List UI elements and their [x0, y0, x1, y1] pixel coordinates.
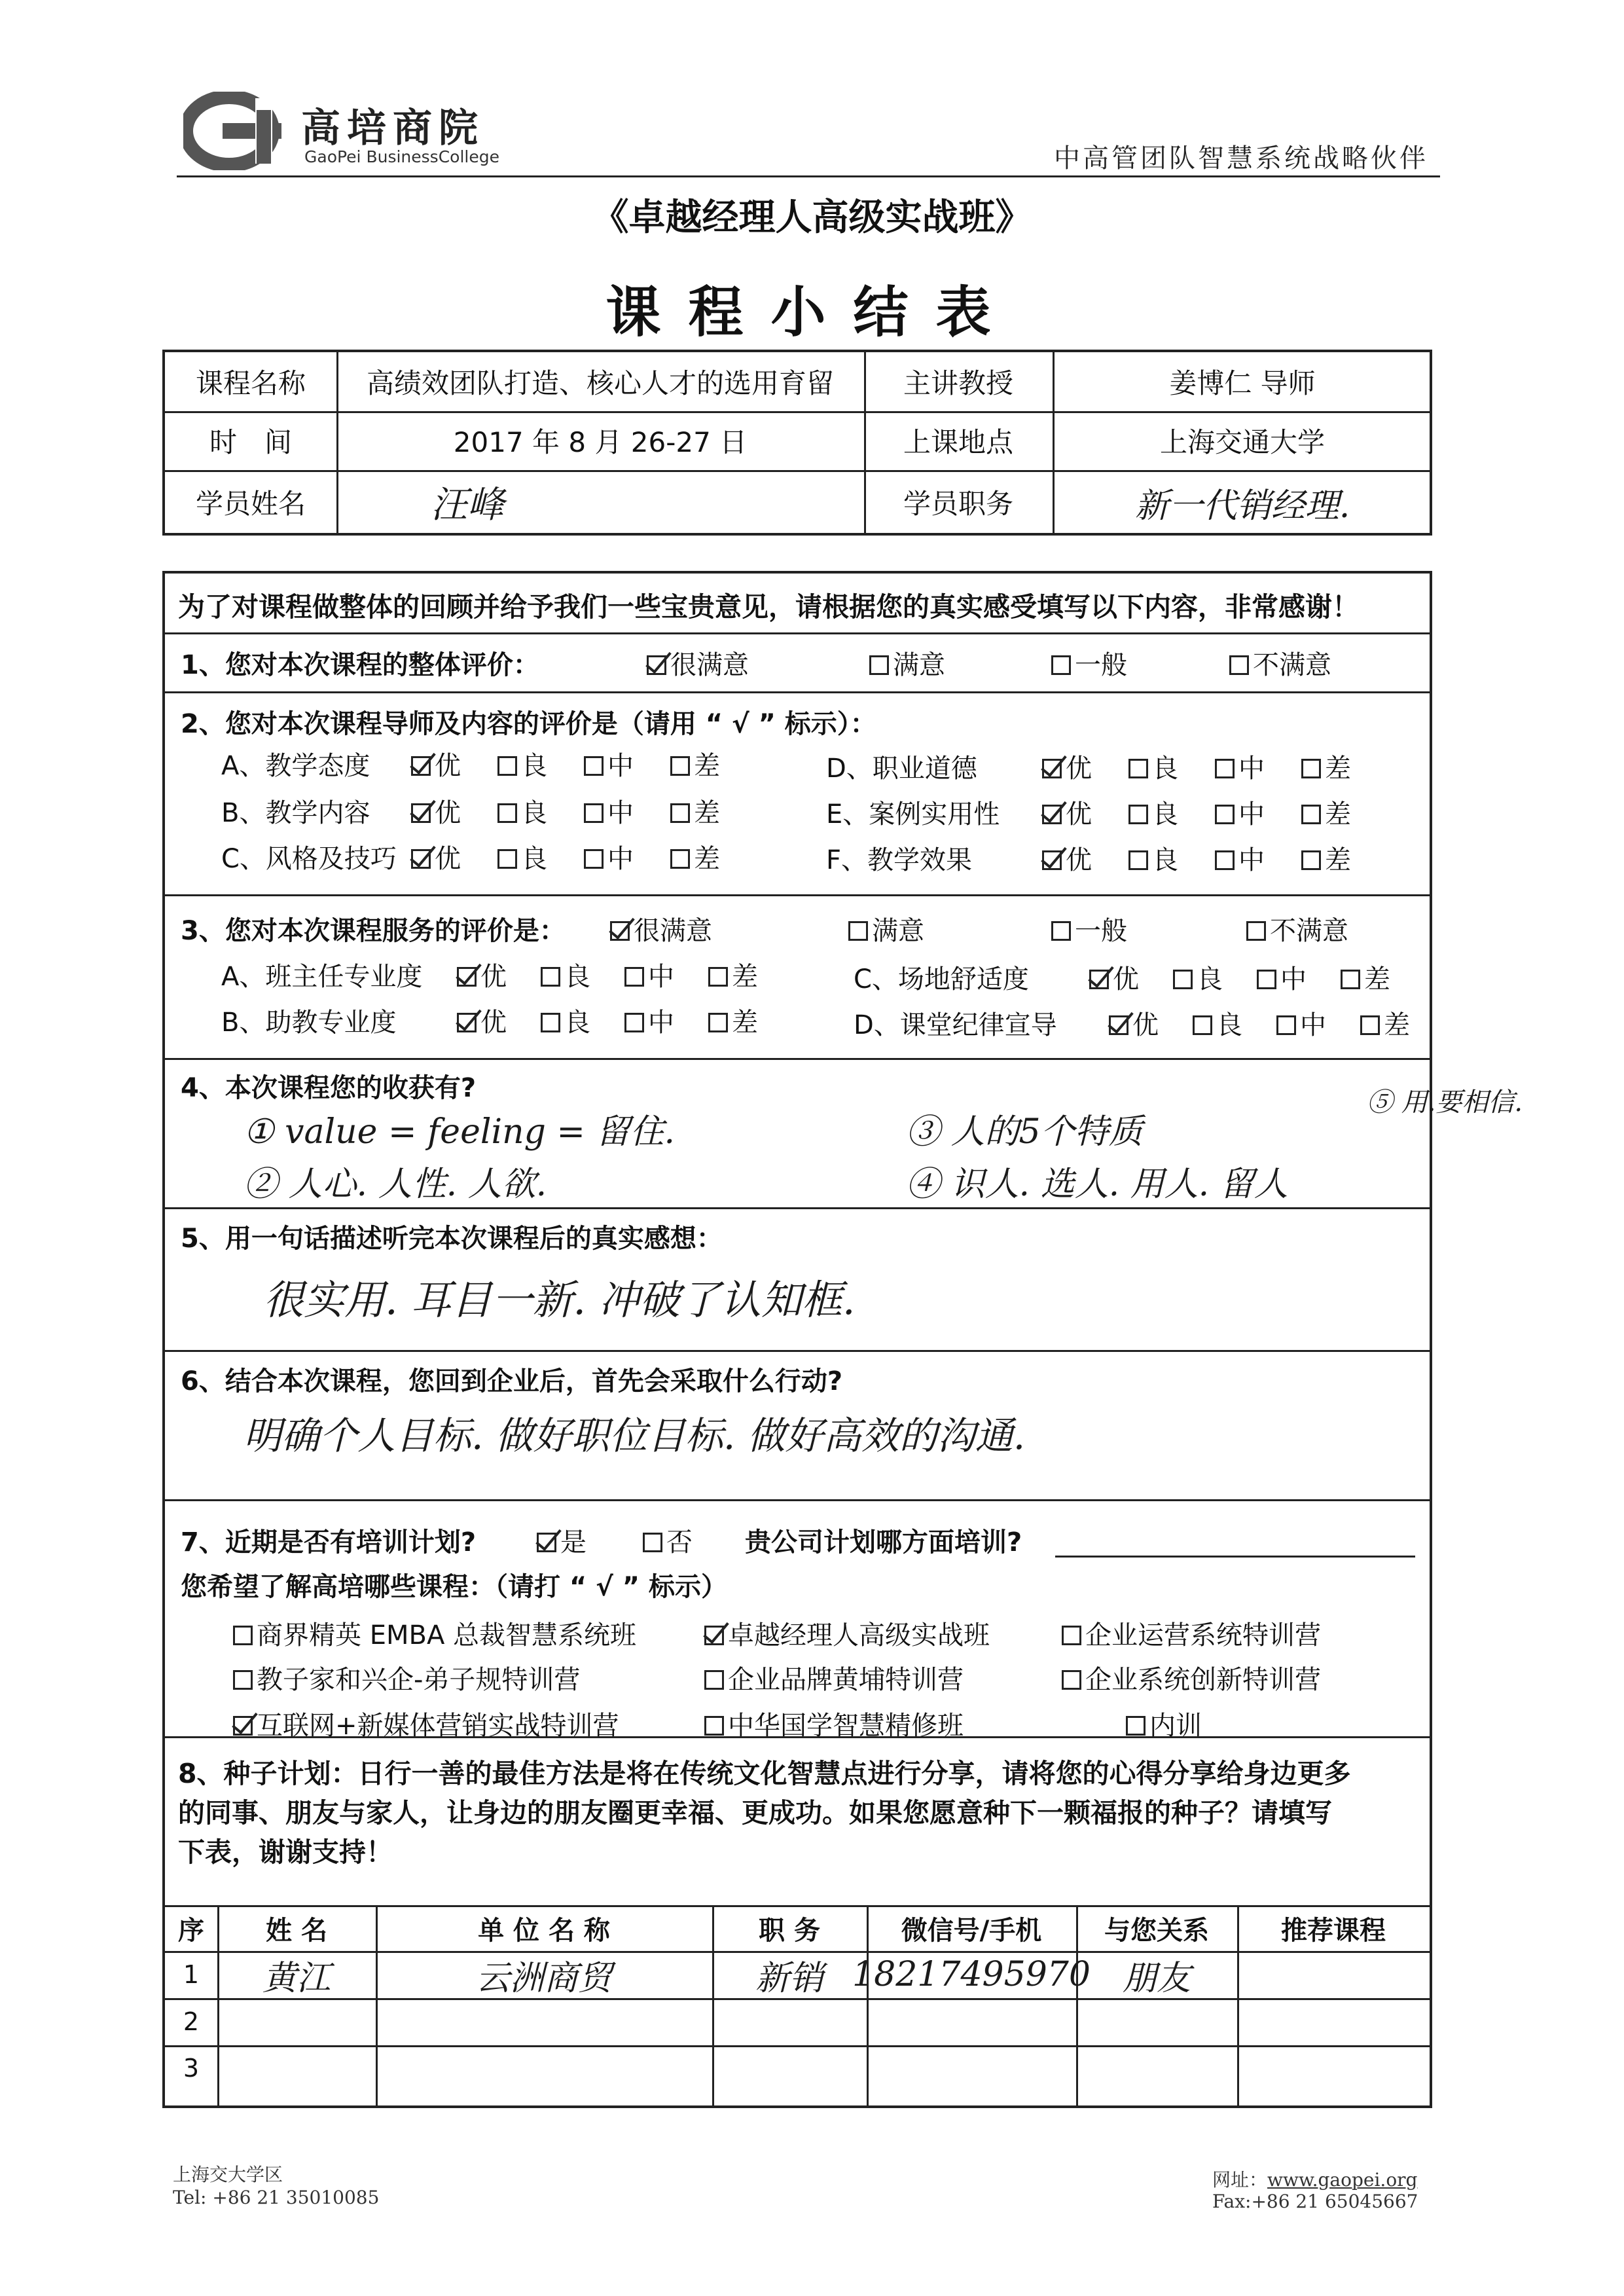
q3-grade-option[interactable]: 优: [457, 1002, 507, 1039]
checkbox-checked[interactable]: [1042, 850, 1062, 870]
intro-text: 为了对课程做整体的回顾并给予我们一些宝贵意见，请根据您的真实感受填写以下内容，非常感谢！: [178, 591, 1359, 623]
seed-table-cell[interactable]: [217, 1998, 376, 2045]
survey-form: [162, 571, 1523, 2108]
seed-table-cell[interactable]: [867, 1998, 1076, 2045]
checkbox[interactable]: [624, 967, 644, 987]
q2-label: 2、您对本次课程导师及内容的评价是（请用 “ √ ” 标示）：: [181, 709, 876, 739]
checkbox[interactable]: [1128, 805, 1148, 824]
checkbox[interactable]: [704, 1670, 724, 1690]
course-title: 《卓越经理人高级实战班》: [592, 196, 1032, 239]
footer-campus: 上海交大学区: [173, 2164, 283, 2185]
q2-grade-option[interactable]: 良: [1128, 839, 1178, 877]
checkbox[interactable]: [670, 756, 690, 776]
student-name-value[interactable]: 汪峰: [431, 484, 504, 526]
course-info-table: [162, 350, 1432, 536]
checkbox[interactable]: [1229, 655, 1249, 675]
q2-grade-option[interactable]: 良: [497, 745, 547, 782]
course-option[interactable]: 中华国学智慧精修班: [704, 1705, 964, 1742]
location-value: 上海交通大学: [1159, 426, 1325, 458]
logo-chinese-name: 高培商院: [301, 105, 484, 151]
q2-grade-option[interactable]: 优: [411, 838, 461, 875]
seed-table-cell[interactable]: [1076, 1998, 1237, 2045]
q2-grade-option[interactable]: 优: [1042, 839, 1092, 877]
q1-option-unsatisfied[interactable]: 不满意: [1229, 644, 1331, 682]
course-option[interactable]: 企业品牌黄埔特训营: [704, 1659, 964, 1696]
checkbox[interactable]: [584, 803, 604, 823]
q3-grade-option[interactable]: 优: [1109, 1004, 1159, 1042]
q2-grade-option[interactable]: 良: [1128, 793, 1178, 831]
seed-table-cell[interactable]: [1237, 2045, 1430, 2091]
course-name-value: 高绩效团队打造、核心人才的选用育留: [366, 367, 834, 399]
q2-grade-option[interactable]: 差: [1301, 793, 1351, 831]
q3-grade-option[interactable]: 良: [541, 1002, 590, 1039]
checkbox[interactable]: [584, 756, 604, 776]
checkbox[interactable]: [1301, 805, 1321, 824]
q3-grade-option[interactable]: 中: [624, 956, 674, 993]
q2-grade-option[interactable]: 优: [1042, 748, 1092, 785]
course-option[interactable]: 互联网+新媒体营销实战特训营: [233, 1705, 619, 1742]
checkbox[interactable]: [497, 849, 517, 869]
q2-grade-option[interactable]: 差: [670, 792, 720, 829]
footer-tel: Tel: +86 21 35010085: [173, 2187, 380, 2208]
q2-row-label: B、教学内容: [221, 798, 370, 828]
checkbox-checked[interactable]: [610, 921, 630, 941]
q5-answer[interactable]: 很实用. 耳目一新. 冲破了认知框.: [263, 1276, 856, 1324]
q4-label: 4、本次课程您的收获有?: [181, 1073, 477, 1103]
q1-option-average[interactable]: 一般: [1051, 644, 1127, 682]
q3-label: 3、您对本次课程服务的评价是：: [181, 916, 566, 946]
q4-answer-4[interactable]: ④ 识人. 选人. 用人. 留人: [906, 1165, 1288, 1204]
location-label: 上课地点: [903, 426, 1013, 458]
q7-yes-option[interactable]: 是: [537, 1522, 586, 1559]
student-position-label: 学员职务: [903, 488, 1013, 520]
q7-label: 7、近期是否有培训计划?: [181, 1527, 477, 1558]
seed-table-header: 姓 名: [266, 1915, 327, 1946]
q2-row-label: A、教学态度: [221, 751, 370, 781]
seed-row-number: 1: [183, 1960, 200, 1989]
q2-grade-option[interactable]: 优: [1042, 793, 1092, 831]
lecturer-value: 姜博仁 导师: [1169, 367, 1316, 399]
q3-grade-option[interactable]: 差: [708, 1002, 758, 1039]
seed-table-cell[interactable]: [867, 2045, 1076, 2091]
q1-label: 1、您对本次课程的整体评价：: [181, 650, 539, 680]
seed-table-header: 与您关系: [1104, 1915, 1209, 1946]
q2-grade-option[interactable]: 差: [670, 838, 720, 875]
checkbox[interactable]: [497, 803, 517, 823]
seed-table-cell[interactable]: [217, 2045, 376, 2091]
footer-fax: Fax:+86 21 65045667: [1212, 2191, 1418, 2212]
checkbox[interactable]: [708, 967, 728, 987]
checkbox[interactable]: [1301, 759, 1321, 778]
student-name-label: 学员姓名: [195, 488, 306, 520]
q3-row-label: B、助教专业度: [221, 1008, 397, 1038]
q2-row-label: D、职业道德: [826, 754, 977, 784]
checkbox[interactable]: [233, 1626, 253, 1645]
checkbox[interactable]: [1062, 1670, 1081, 1690]
seed-table-cell[interactable]: 18217495970: [852, 1955, 1091, 1994]
q1-option-satisfied[interactable]: 满意: [869, 644, 945, 682]
checkbox[interactable]: [643, 1533, 662, 1552]
seed-table-cell[interactable]: 云洲商贸: [475, 1958, 612, 1998]
checkbox[interactable]: [708, 1013, 728, 1032]
q2-grade-option[interactable]: 中: [1215, 748, 1265, 785]
gaopei-logo-icon: [183, 92, 295, 170]
checkbox-checked[interactable]: [647, 655, 666, 675]
seed-table-header: 推荐课程: [1281, 1915, 1386, 1946]
q2-grade-option[interactable]: 良: [497, 838, 547, 875]
q6-answer[interactable]: 明确个人目标. 做好职位目标. 做好高效的沟通.: [244, 1413, 1026, 1458]
q6-label: 6、结合本次课程，您回到企业后，首先会采取什么行动?: [181, 1366, 843, 1396]
seed-table-header: 序: [178, 1915, 204, 1946]
q4-answer-5[interactable]: ⑤ 用.要相信.: [1367, 1087, 1523, 1118]
q7-no-option[interactable]: 否: [643, 1522, 693, 1559]
q3-grade-option[interactable]: 优: [1089, 958, 1139, 996]
checkbox-checked[interactable]: [704, 1626, 724, 1645]
course-option[interactable]: 企业运营系统特训营: [1062, 1614, 1321, 1652]
checkbox[interactable]: [1051, 655, 1071, 675]
seed-referral-table: [165, 1905, 1430, 2105]
checkbox[interactable]: [1215, 850, 1235, 870]
checkbox-checked[interactable]: [457, 967, 477, 987]
q4-answer-2[interactable]: ② 人心. 人性. 人欲.: [244, 1165, 547, 1204]
checkbox[interactable]: [584, 849, 604, 869]
q5-label: 5、用一句话描述听完本次课程后的真实感想：: [181, 1224, 723, 1254]
q2-row-label: E、案例实用性: [826, 799, 1000, 829]
seed-table-cell[interactable]: 朋友: [1122, 1958, 1191, 1998]
q8-line-2: 的同事、朋友与家人，让身边的朋友圈更幸福、更成功。如果您愿意种下一颗福报的种子？请填写: [178, 1797, 1332, 1829]
checkbox[interactable]: [1360, 1015, 1380, 1035]
checkbox[interactable]: [233, 1670, 253, 1690]
seed-table-header: 微信号/手机: [901, 1915, 1042, 1946]
course-option[interactable]: 内训: [1126, 1705, 1202, 1742]
seed-table-cell[interactable]: [712, 2045, 867, 2091]
q3-grade-option[interactable]: 中: [624, 1002, 674, 1039]
course-option[interactable]: 卓越经理人高级实战班: [704, 1614, 990, 1652]
seed-table-cell[interactable]: [376, 1998, 712, 2045]
checkbox-checked[interactable]: [233, 1716, 253, 1736]
course-option[interactable]: 教子家和兴企-弟子规特训营: [233, 1659, 580, 1696]
time-value: 2017 年 8 月 26-27 日: [453, 426, 748, 458]
checkbox[interactable]: [1257, 970, 1276, 989]
checkbox-checked[interactable]: [411, 756, 431, 776]
checkbox[interactable]: [1173, 970, 1193, 989]
checkbox[interactable]: [1215, 759, 1235, 778]
slogan: 中高管团队智慧系统战略伙伴: [1054, 143, 1428, 173]
q8-line-1: 8、种子计划：日行一善的最佳方法是将在传统文化智慧点进行分享，请将您的心得分享给身边更多: [178, 1758, 1351, 1789]
checkbox-checked[interactable]: [1089, 970, 1109, 989]
seed-table-cell[interactable]: [1237, 1998, 1430, 2045]
q2-grade-option[interactable]: 中: [584, 745, 634, 782]
q3-grade-option[interactable]: 良: [541, 956, 590, 993]
q3-row-label: D、课堂纪律宣导: [854, 1010, 1057, 1040]
q4-answer-3[interactable]: ③ 人的5个特质: [906, 1112, 1143, 1152]
q8-line-3: 下表，谢谢支持！: [178, 1836, 393, 1868]
checkbox-checked[interactable]: [1042, 759, 1062, 778]
seed-row-number: 2: [183, 2007, 200, 2036]
seed-table-cell[interactable]: 黄江: [262, 1958, 331, 1998]
checkbox-checked[interactable]: [537, 1533, 556, 1552]
q2-grade-option[interactable]: 差: [670, 745, 720, 782]
q4-answer-1[interactable]: ① value = feeling = 留住.: [244, 1112, 676, 1152]
lecturer-label: 主讲教授: [903, 367, 1013, 399]
q7-which-label: 贵公司计划哪方面培训?: [745, 1527, 1022, 1558]
form-title: 课程小结表: [605, 280, 1019, 344]
q2-grade-option[interactable]: 良: [1128, 748, 1178, 785]
checkbox[interactable]: [1128, 850, 1148, 870]
q3-option-unsatisfied[interactable]: 不满意: [1246, 910, 1348, 947]
checkbox[interactable]: [1126, 1716, 1146, 1736]
q3-option-satisfied[interactable]: 满意: [848, 910, 924, 947]
checkbox-checked[interactable]: [1109, 1015, 1128, 1035]
checkbox[interactable]: [1193, 1015, 1212, 1035]
checkbox[interactable]: [1246, 921, 1266, 941]
checkbox[interactable]: [1276, 1015, 1296, 1035]
checkbox[interactable]: [1128, 759, 1148, 778]
seed-table-cell[interactable]: [712, 1998, 867, 2045]
checkbox[interactable]: [670, 803, 690, 823]
seed-table-cell[interactable]: [376, 2045, 712, 2091]
q7-which-blank[interactable]: [1055, 1556, 1415, 1558]
checkbox[interactable]: [624, 1013, 644, 1032]
q3-grade-option[interactable]: 差: [1360, 1004, 1410, 1042]
checkbox[interactable]: [869, 655, 889, 675]
checkbox[interactable]: [497, 756, 517, 776]
footer-website: [1212, 2166, 1417, 2192]
time-label: 时 间: [209, 426, 292, 458]
q1-option-very-satisfied[interactable]: 很满意: [647, 644, 749, 682]
checkbox-checked[interactable]: [457, 1013, 477, 1032]
q2-grade-option[interactable]: 中: [584, 838, 634, 875]
checkbox[interactable]: [704, 1716, 724, 1736]
seed-table-header: 单 位 名 称: [478, 1915, 610, 1946]
seed-table-cell[interactable]: 新销: [755, 1958, 823, 1998]
checkbox-checked[interactable]: [411, 849, 431, 869]
checkbox[interactable]: [670, 849, 690, 869]
q3-grade-option[interactable]: 良: [1173, 958, 1223, 996]
q3-grade-option[interactable]: 良: [1193, 1004, 1242, 1042]
q2-grade-option[interactable]: 中: [584, 792, 634, 829]
q3-option-very-satisfied[interactable]: 很满意: [610, 910, 712, 947]
q7-wish-label: 您希望了解高培哪些课程：（请打 “ √ ” 标示）: [181, 1572, 727, 1602]
header-divider: [177, 175, 1440, 177]
seed-row-number: 3: [183, 2054, 200, 2083]
checkbox[interactable]: [541, 1013, 560, 1032]
q3-grade-option[interactable]: 优: [457, 956, 507, 993]
student-position-value[interactable]: 新一代销经理.: [1134, 486, 1350, 526]
checkbox[interactable]: [1062, 1626, 1081, 1645]
checkbox-checked[interactable]: [1042, 805, 1062, 824]
q3-option-average[interactable]: 一般: [1051, 910, 1127, 947]
q3-row-label: A、班主任专业度: [221, 962, 423, 992]
q3-grade-option[interactable]: 差: [1341, 958, 1390, 996]
course-option[interactable]: 商界精英 EMBA 总裁智慧系统班: [233, 1614, 636, 1652]
course-name-label: 课程名称: [195, 367, 306, 399]
q2-grade-option[interactable]: 良: [497, 792, 547, 829]
q3-grade-option[interactable]: 差: [708, 956, 758, 993]
checkbox[interactable]: [1301, 850, 1321, 870]
seed-table-cell[interactable]: [1237, 1951, 1430, 1998]
seed-table-header: 职 务: [759, 1915, 820, 1946]
q3-grade-option[interactable]: 中: [1276, 1004, 1326, 1042]
q3-grade-option[interactable]: 中: [1257, 958, 1307, 996]
checkbox[interactable]: [541, 967, 560, 987]
q2-grade-option[interactable]: 差: [1301, 748, 1351, 785]
seed-table-cell[interactable]: [1076, 2045, 1237, 2091]
footer-web-link[interactable]: www.gaopei.org: [1267, 2169, 1418, 2191]
course-option[interactable]: 企业系统创新特训营: [1062, 1659, 1321, 1696]
q2-grade-option[interactable]: 优: [411, 792, 461, 829]
checkbox[interactable]: [848, 921, 868, 941]
q3-row-label: C、场地舒适度: [854, 964, 1029, 994]
checkbox[interactable]: [1341, 970, 1360, 989]
q2-grade-option[interactable]: 中: [1215, 839, 1265, 877]
logo-english-name: GaoPei BusinessCollege: [304, 147, 499, 166]
q2-grade-option[interactable]: 优: [411, 745, 461, 782]
checkbox[interactable]: [1215, 805, 1235, 824]
footer-web-label: 网址：: [1212, 2169, 1268, 2191]
checkbox[interactable]: [1051, 921, 1071, 941]
q2-row-label: F、教学效果: [826, 845, 973, 875]
q2-grade-option[interactable]: 中: [1215, 793, 1265, 831]
checkbox-checked[interactable]: [411, 803, 431, 823]
q2-grade-option[interactable]: 差: [1301, 839, 1351, 877]
q2-row-label: C、风格及技巧: [221, 844, 397, 874]
